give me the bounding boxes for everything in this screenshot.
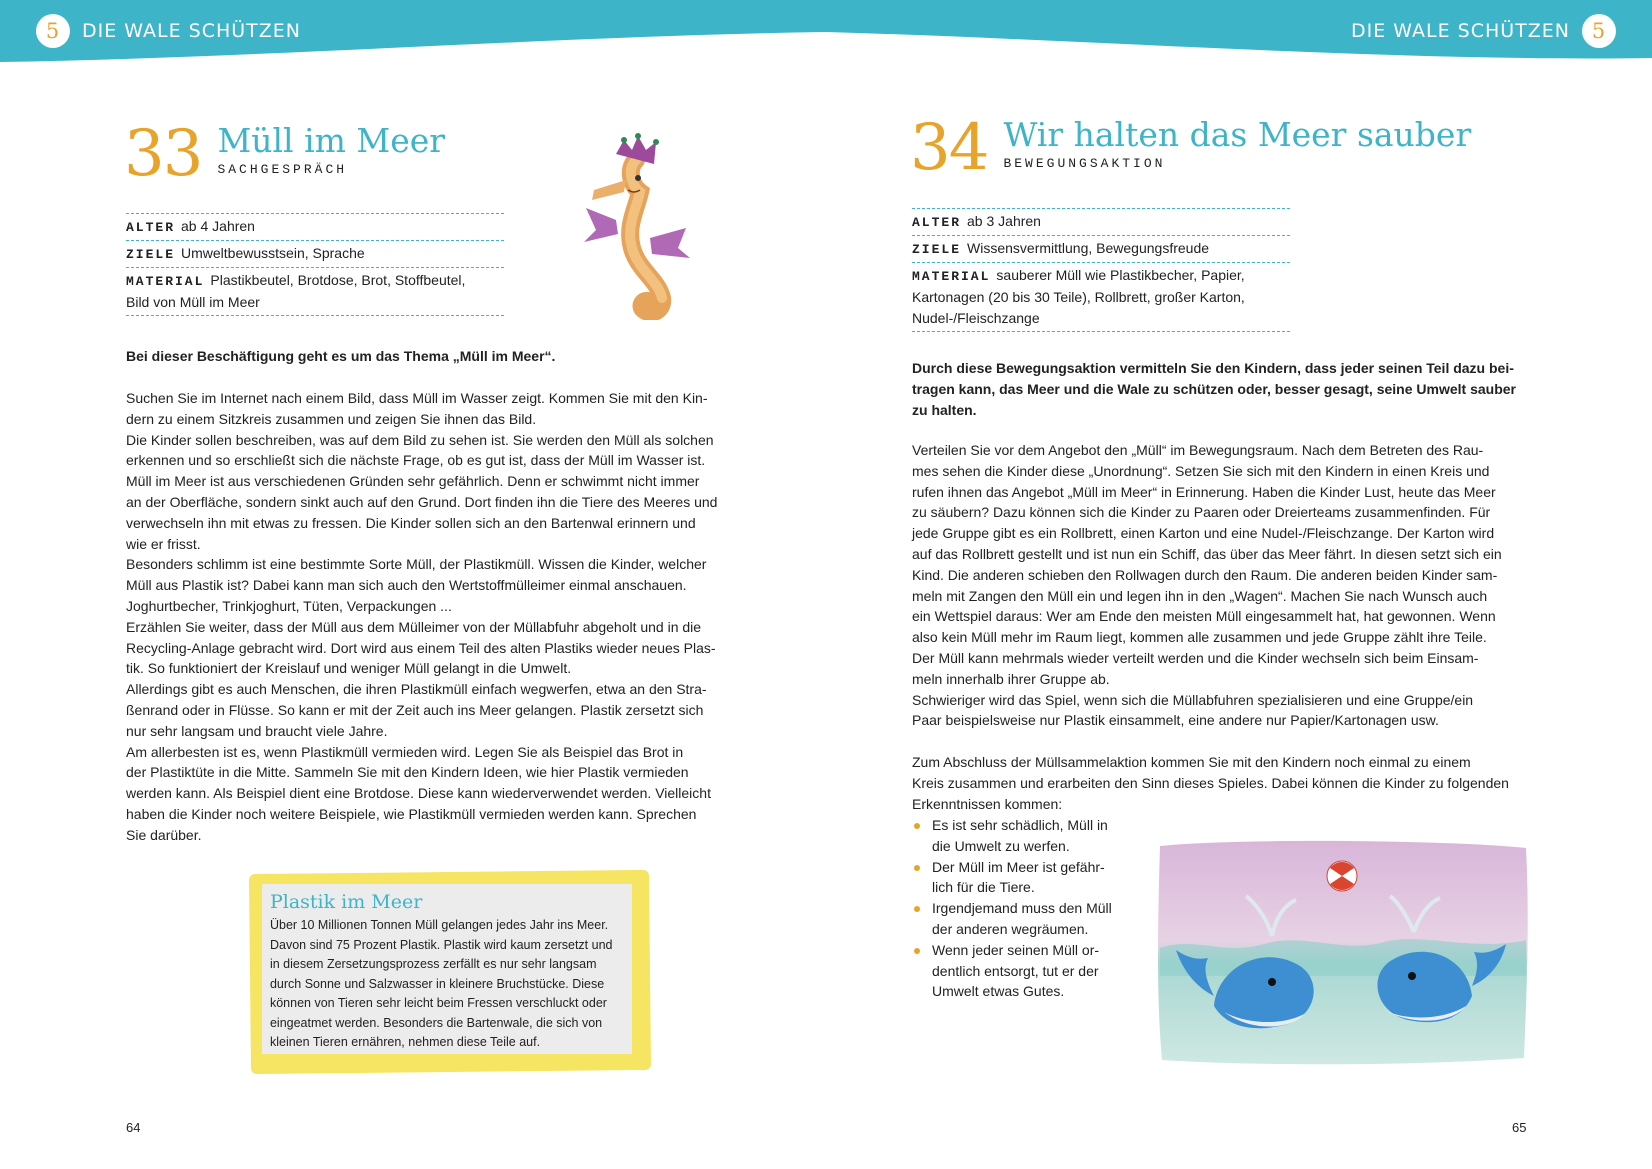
meta-age: ALTER ab 3 Jahren [912,209,1290,236]
info-box-title: Plastik im Meer [269,891,423,914]
page-number-left: 64 [126,1120,141,1135]
activity-number: 34 [910,111,988,185]
chapter-header-right [1351,14,1616,48]
activity-34-lead: Durch diese Bewegungsaktion vermitteln Sie den Kindern, dass jeder seinen Teil dazu bei- tragen kann, das Meer und die Wale zu schützen oder, besser gesagt, seine Umwelt sauber zu halten. [912,360,1516,418]
seahorse-illustration [566,130,718,320]
list-item: Wenn jeder seinen Müll or- dentlich entsorgt, tut er der Umwelt etwas Gutes. [912,940,1132,1002]
chapter-title: DIE WALE SCHÜTZEN [1350,20,1570,42]
chapter-number-badge: 5 [36,14,70,48]
activity-number: 33 [124,117,202,191]
activity-33-body: Suchen Sie im Internet nach einem Bild, dass Müll im Wasser zeigt. Kommen Sie mit den Kin- dern zu einem Sitzkreis zusammen und zeigen Sie ihnen das Bild. Die Kinder sollen beschreiben, was auf dem Bild zu sehen ist. Sie werden den Müll als solchen erkennen und so erschließt sich die nächste Frage, ob es gut ist, dass der Müll im Wasser ist. Müll im Meer ist aus verschiedenen Gründen sehr gefährlich. Denn er schwimmt nicht immer an der Oberfläche, sondern sinkt auch auf den Grund. Dort finden ihn die Tiere des Meeres und verwechseln ihn mit etwas zu fressen. Die Kinder sollen sich an den Bartenwal erinnern und wie er frisst. Besonders schlimm ist eine bestimmte Sorte Müll, der Plastikmüll. Wissen die Kinder, welcher Müll aus Plastik ist? Dabei kann man sich auch den Wertstoffmülleimer einmal anschauen. Joghurtbecher, Trinkjoghurt, Tüten, Verpackungen ... Erzählen Sie weiter, dass der Müll aus dem Mülleimer von der Müllabfuhr abgeholt und in die Recycling-Anlage gebracht wird. Dort wird aus einem Teil des alten Plastiks wieder neues Plas- tik. So funktioniert der Kreislauf und weniger Müll gelangt in die Umwelt. Allerdings gibt es auch Menschen, die ihren Plastikmüll einfach wegwerfen, etwa an den Stra- ßenrand oder in Flüsse. So kann er mit der Zeit auch ins Meer gelangen. Plastik zersetzt sich nur sehr langsam und braucht viele Jahre. Am allerbesten ist es, wenn Plastikmüll vermieden wird. Legen Sie als Beispiel das Brot in der Plastiktüte in die Mitte. Sammeln Sie mit den Kindern Ideen, wie hier Plastik vermieden werden kann. Als Beispiel dient eine Brotdose. Diese kann wiederverwendet werden. Vielleicht haben die Kinder noch weitere Beispiele, wie Plastikmüll vermieden werden kann. Sprechen Sie darüber. [126,390,718,843]
activity-34-body: Verteilen Sie vor dem Angebot den „Müll“ im Bewegungsraum. Nach dem Betreten des Rau- mes sehen die Kinder diese „Unordnung“. Setzen Sie sich mit den Kindern in einen Kreis und rufen ihnen das Angebot „Müll im Meer“ in Erinnerung. Haben die Kinder Lust, heute das Meer zu säubern? Dazu können sich die Kinder zu Paaren oder Dreierteams zusammenfinden. Für jede Gruppe gibt es ein Rollbrett, einen Karton und eine Nudel-/Fleischzange. Der Karton wird auf das Rollbrett gestellt und ist nun ein Schiff, das über das Meer fährt. In diesen setzt sich ein Kind. Die anderen schieben den Rollwagen durch den Raum. Die anderen beiden Kinder sam- meln mit Zangen den Müll ein und legen ihn in den „Wagen“. Machen Sie nach Wunsch auch ein Wettspiel daraus: Wer am Ende den meisten Müll eingesammelt hat, hat gewonnen. Wenn also kein Müll mehr im Raum liegt, kommen alle zusammen und jede Gruppe zählt ihre Teile. Der Müll kann mehrmals wieder verteilt werden und die Kinder wechseln sich beim Einsam- meln innerhalb ihrer Gruppe ab. Schwieriger wird das Spiel, wenn sich die Müllabfuhren spezialisieren und eine Gruppe/ein Paar beispielsweise nur Plastik einsammelt, eine andere nur Papier/Kartonagen usw. Zum Abschluss der Müllsammelaktion kommen Sie mit den Kindern noch einmal zu einem Kreis zusammen und erarbeiten den Sinn dieses Spieles. Dabei können die Kinder zu folgenden Erkenntnissen kommen: [912,442,1509,812]
meta-goals: ZIELE Wissensvermittlung, Bewegungsfreude [912,236,1290,263]
meta-material: MATERIAL sauberer Müll wie Plastikbecher, Papier, Kartonagen (20 bis 30 Teile), Rollbrett, großer Karton, Nudel-/Fleischzange [912,263,1290,332]
meta-material: MATERIAL Plastikbeutel, Brotdose, Brot, Stoffbeutel, Bild von Müll im Meer [126,268,504,316]
info-box-text: Über 10 Millionen Tonnen Müll gelangen jedes Jahr ins Meer. Davon sind 75 Prozent Plastik. Plastik wird kaum zersetzt und in diesem Zersetzungsprozess zerfällt es nur sehr langsam durch Sonne und Salzwasser in kleinere Bruchstücke. Diese können von Tieren sehr leicht beim Fressen verschluckt oder eingeatmet werden. Besonders die Bartenwale, die sich von kleinen Tieren ernähren, nehmen diese Teile auf. [269,918,613,1050]
meta-goals: ZIELE Umweltbewusstsein, Sprache [126,241,504,268]
info-box-content [262,884,632,1054]
activity-type: BEWEGUNGSAKTION [1003,156,1166,171]
activity-title: Wir halten das Meer sauber [1003,115,1472,154]
whales-illustration [1154,836,1532,1068]
list-item: Es ist sehr schädlich, Müll in die Umwelt zu werfen. [912,815,1132,857]
activity-title: Müll im Meer [217,121,446,160]
insights-list [912,815,1132,1002]
page-number-right: 65 [1512,1120,1527,1135]
activity-33-meta [126,213,504,316]
list-item: Der Müll im Meer ist gefähr- lich für die Tiere. [912,857,1132,899]
activity-34-heading [910,111,1472,185]
list-item: Irgendjemand muss den Müll der anderen wegräumen. [912,898,1132,940]
chapter-number-badge: 5 [1582,14,1616,48]
activity-33-lead: Bei dieser Beschäftigung geht es um das Thema „Müll im Meer“. [126,348,556,364]
chapter-title: DIE WALE SCHÜTZEN [82,20,302,42]
activity-34-meta [912,208,1290,332]
meta-age: ALTER ab 4 Jahren [126,214,504,241]
activity-33-heading [124,117,446,191]
info-box-plastik [249,870,651,1074]
chapter-header-left [36,14,301,48]
activity-type: SACHGESPRÄCH [217,162,348,177]
